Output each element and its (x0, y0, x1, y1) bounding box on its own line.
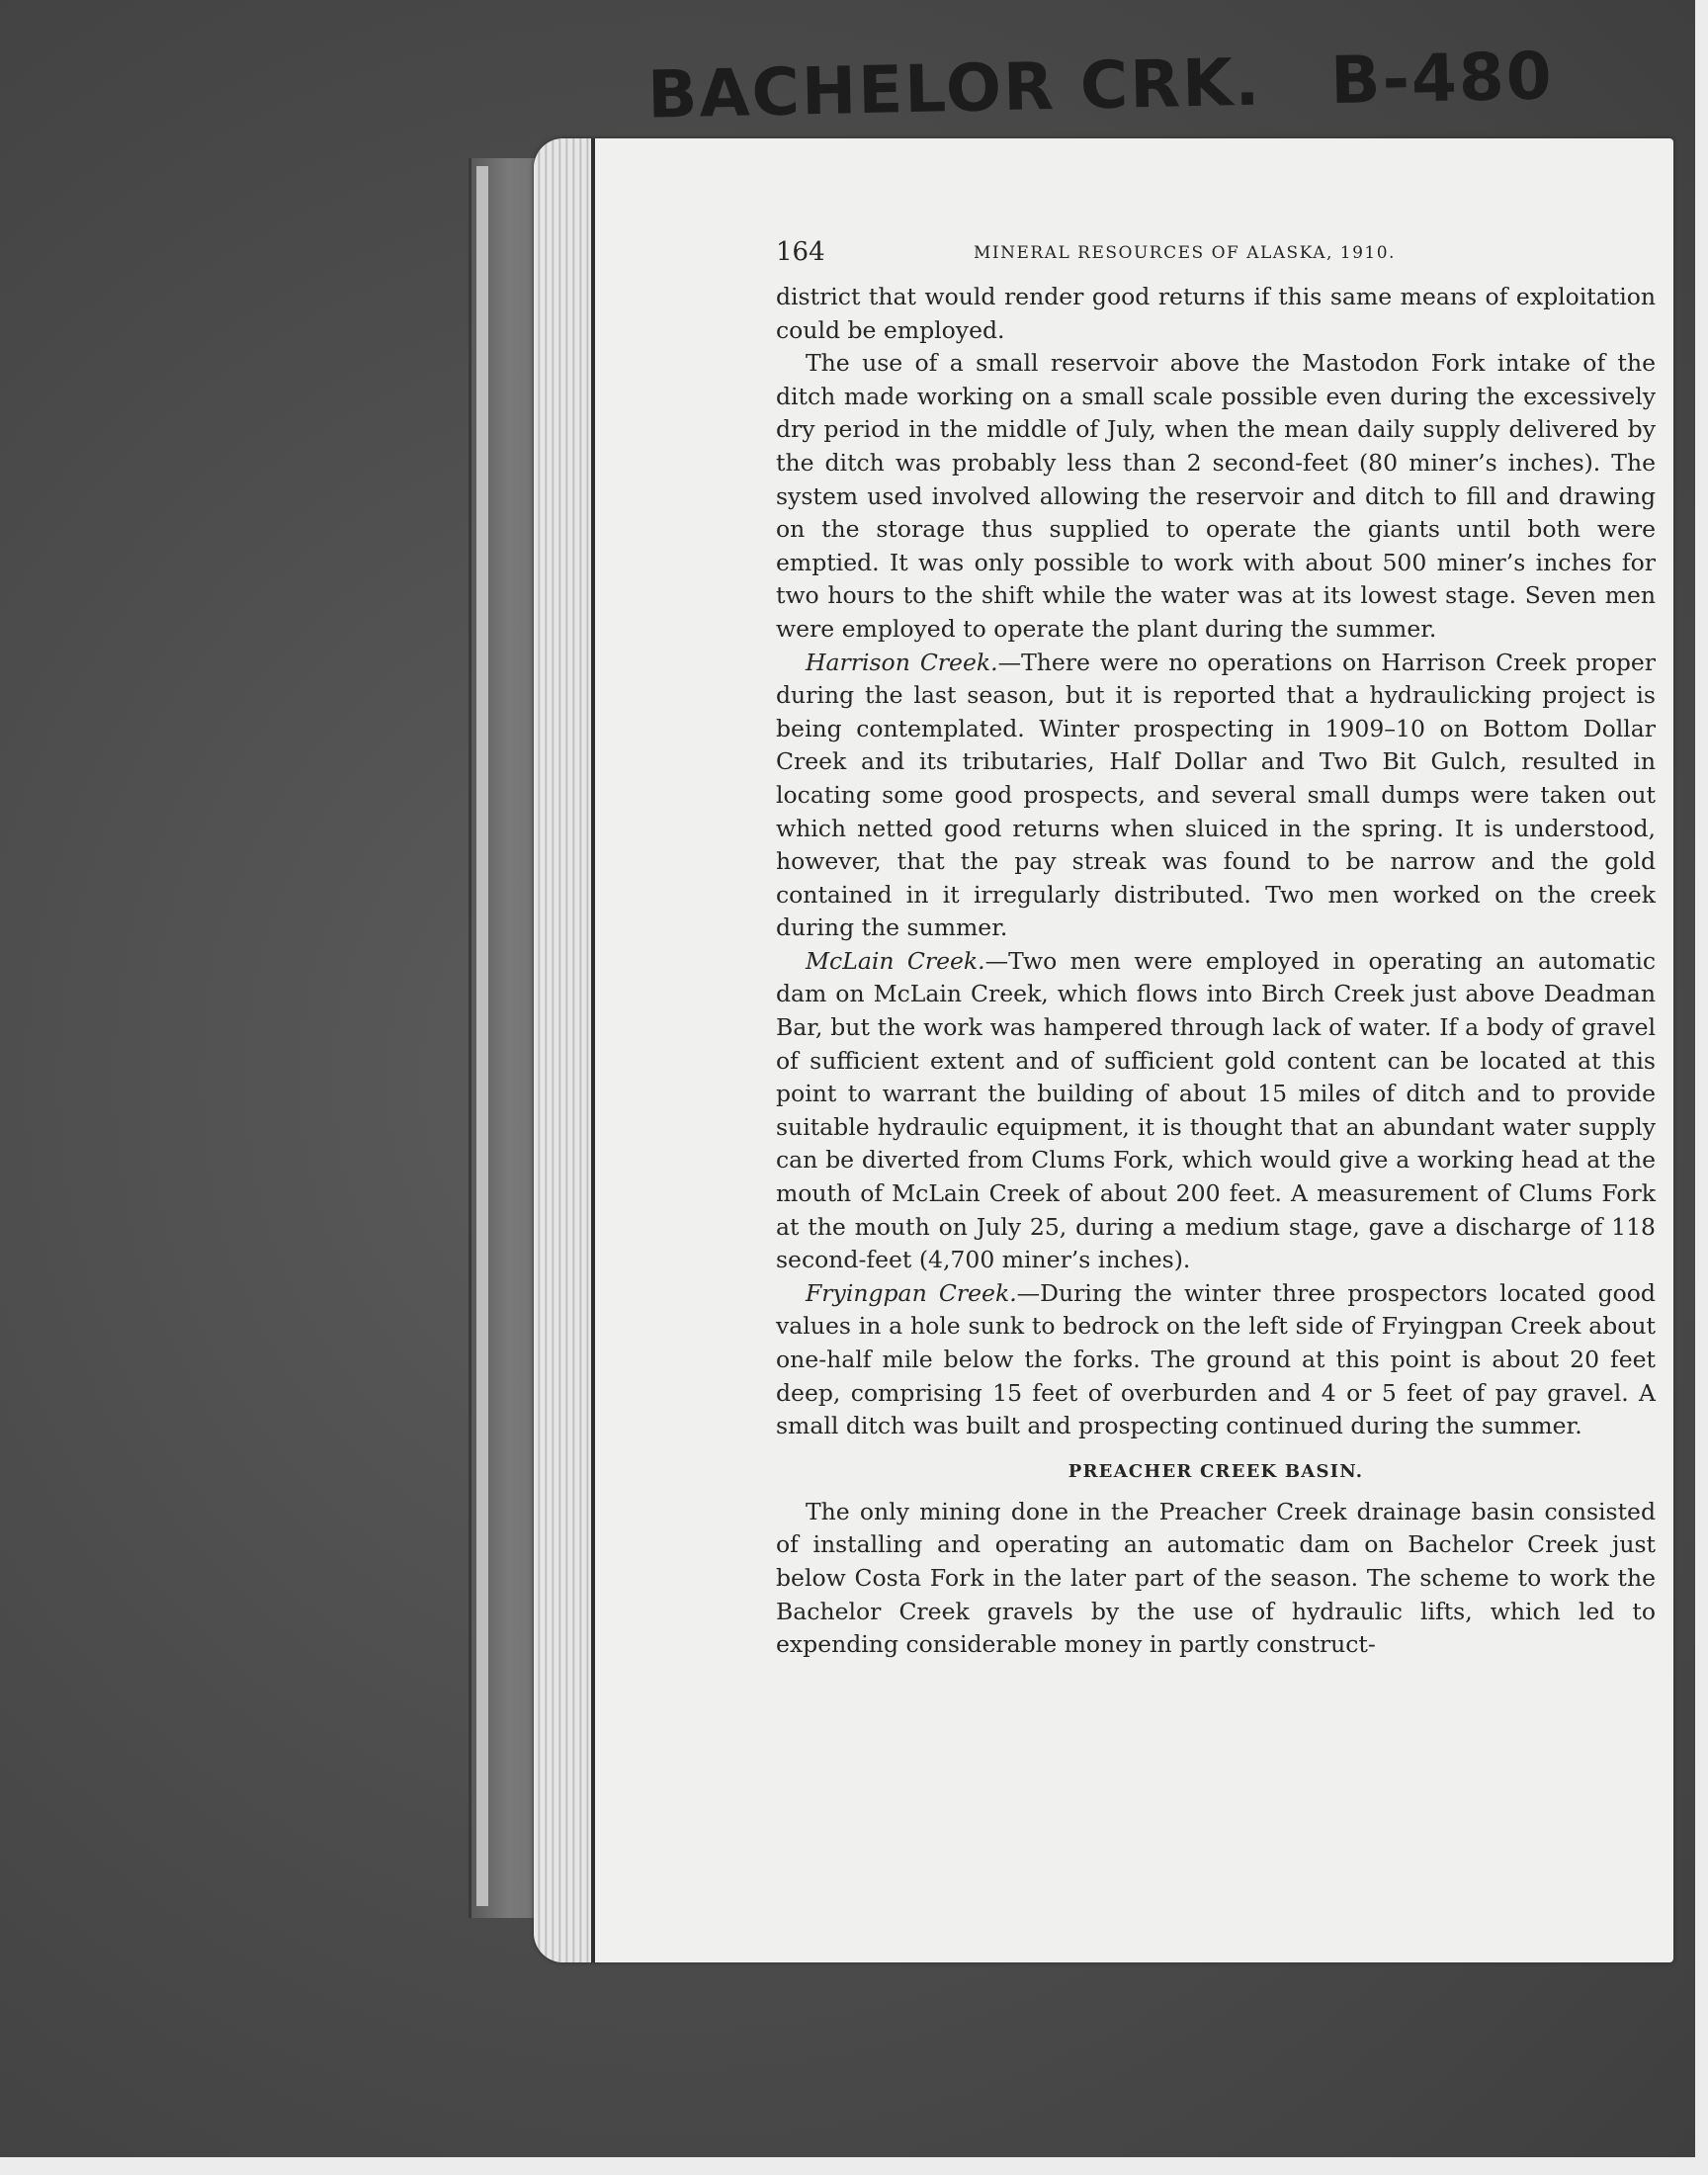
section-heading: PREACHER CREEK BASIN. (1068, 1460, 1364, 1482)
paragraph-mastodon-reservoir (776, 347, 1656, 646)
paragraph-text: —During the winter three prospectors located good values in a hole sunk to bedrock on the left side of Fryingpan Creek about one-half mile below the forks. The ground at this point is about 20 feet deep, comprising 15 feet of overburden and 4 or 5 feet of pay gravel. A small ditch was built and prospecting continued during the summer. (776, 1278, 1656, 1440)
scanner-bottom-margin (0, 2157, 1708, 2175)
book-spine-highlight (476, 166, 488, 1906)
paragraph-text: —Two men were employed in operating an automatic dam on McLain Creek, which flows into Birch Creek just above Deadman Bar, but the work was hampered through lack of water. If a body of gravel of sufficient extent and of sufficient gold content can be located at this point to warrant the building of about 15 miles of ditch and to provide suitable hydraulic equipment, it is thought that an abundant water supply can be diverted from Clums Fork, which would give a working head at the mouth of McLain Creek of about 200 feet. A measurement of Clums Fork at the mouth on July 25, during a medium stage, gave a discharge of 118 second-feet (4,700 miner’s inches). (776, 946, 1656, 1274)
paragraph-fryingpan-creek (776, 1277, 1656, 1443)
paragraph-harrison-creek (776, 647, 1656, 945)
paragraph-text: The use of a small reservoir above the Mastodon Fork intake of the ditch made working on a small scale possible even during the excessively dry period in the middle of July, when the mean daily supply delivered by the ditch was probably less than 2 second-feet (80 miner’s inches). The system used involved allowing the reservoir and ditch to fill and drawing on the storage thus supplied to operate the giants until both were emptied. It was only possible to work with about 500 miner’s inches for two hours to the shift while the water was at its lowest stage. Seven men were employed to operate the plant during the summer. (776, 349, 1656, 643)
page-text (776, 237, 1656, 1662)
paragraph-preacher-creek (776, 1496, 1656, 1662)
paragraph-text: The only mining done in the Preacher Creek drainage basin consisted of installing and operating an automatic dam on Bachelor Creek just below Costa Fork in the later part of the season. The scheme to work the Bachelor Creek gravels by the use of hydraulic lifts, which led to expending considerable money in partly construct- (776, 1497, 1656, 1659)
paragraph-lead: Harrison Creek. (806, 648, 998, 676)
page-stack-edges (534, 138, 595, 1962)
page-gutter (591, 138, 595, 1962)
paragraph-lead: McLain Creek. (806, 946, 985, 975)
paragraph-continuation (776, 281, 1656, 347)
paragraph-text: —There were no operations on Harrison Creek proper during the last season, but it is reported that a hydraulicking project is being contemplated. Winter prospecting in 1909–10 on Bottom Dollar Creek and its tributaries, Half Dollar and Two Bit Gulch, resulted in locating some good prospects, and several small dumps were taken out which netted good returns when sluiced in the spring. It is understood, however, that the pay streak was found to be narrow and the gold contained in it irregularly distributed. Two men worked on the creek during the summer. (776, 648, 1656, 942)
running-title: MINERAL RESOURCES OF ALASKA, 1910. (974, 243, 1396, 263)
running-head (776, 237, 1656, 281)
paragraph-mclain-creek (776, 945, 1656, 1277)
book-page (534, 138, 1673, 1962)
handwritten-number: B-480 (1329, 38, 1555, 120)
paragraph-lead: Fryingpan Creek. (806, 1278, 1017, 1307)
paragraph-text: district that would render good returns if this same means of exploitation could be employed. (776, 283, 1656, 344)
page-number: 164 (776, 237, 825, 267)
handwritten-title: BACHELOR CRK. (646, 44, 1263, 133)
scanner-right-margin (1695, 0, 1708, 2175)
